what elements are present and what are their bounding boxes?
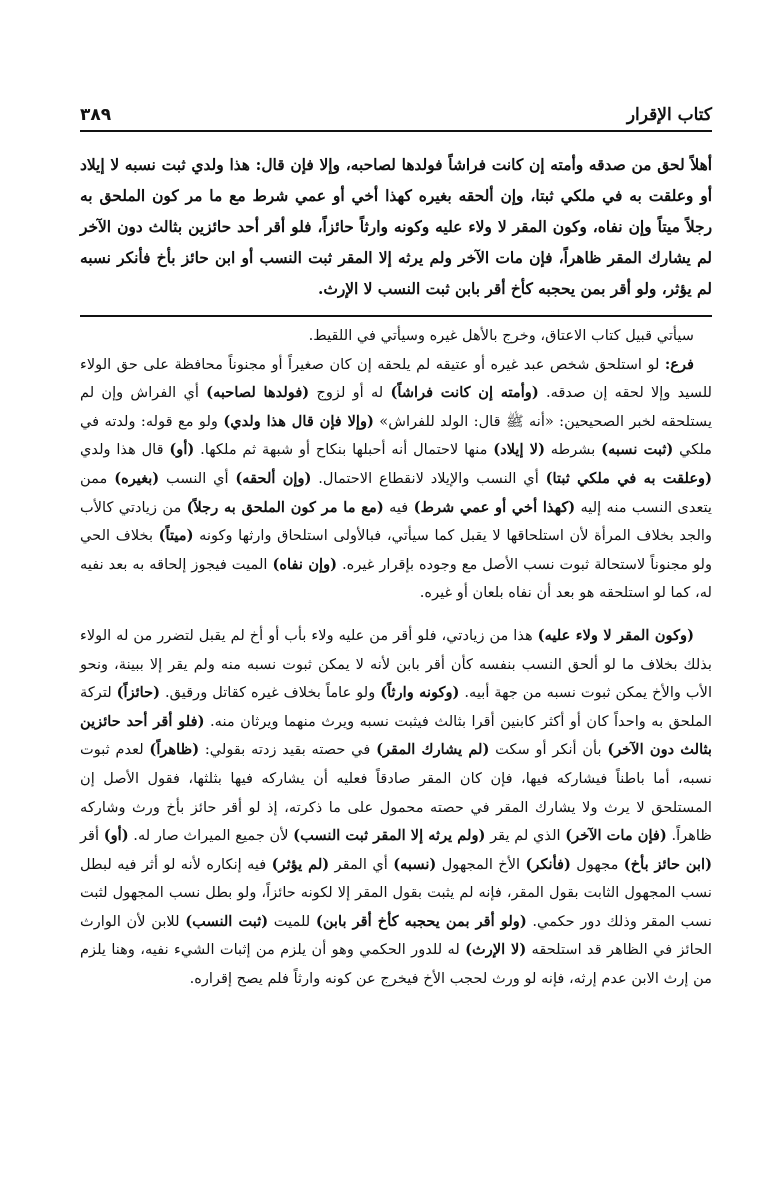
commentary-segment: سيأتي قبيل كتاب الاعتاق، وخرج بالأهل غيره وسيأتي في اللقيط. [308, 327, 694, 344]
quoted-matn: (لم يؤثر) [271, 855, 330, 873]
commentary-segment: بخلاف الحي ولو مجنوناً لاستحالة ثبوت نسب الأصل مع وجوده بإقرار غيره. [80, 527, 713, 573]
commentary-segment: في حصته بقيد زدته بقولي: [199, 741, 377, 759]
quoted-matn: (حائزاً) [116, 684, 161, 702]
commentary-segment: لعدم ثبوت نسبه، أما باطناً فيشاركه فيها، فإن كان المقر صادقاً فعليه أن يشاركه فيها بثلثها، فقول الأصل إن المستلحق لا يرث ولا يشارك المقر في حصته محمول على ما ذكرته، إذ لو أقر حائز بأخ ورث وشاركه ظاهراً. [80, 741, 712, 845]
quoted-matn: (وكونه وارثاً) [380, 684, 460, 702]
quoted-matn: (ثبت نسبه) [601, 441, 674, 459]
quoted-matn: (كهذا أخي أو عمي شرط) [413, 498, 576, 516]
commentary-segment: أي النسب [159, 469, 236, 487]
quoted-matn: (ظاهراً) [149, 741, 200, 759]
commentary-segment: هذا من زيادتي، فلو أقر من عليه ولاء بأب أو أخ لم يقبل لتضرر من له الولاء بذلك بخلاف ما لو ألحق النسب بنفسه كأن أقر بابن لأنه لا يمكن ثبوت نسبه منه ولم يقر إلا ببينة، ونحو الأب والأخ يمكن ثبوت نسبه من جهة أبيه. [80, 626, 713, 702]
quoted-matn: (وإن نفاه) [272, 555, 338, 573]
quoted-matn: (لا الإرث) [465, 941, 527, 959]
quoted-matn: (وإلا فإن قال هذا ولدي) [223, 412, 374, 430]
quoted-matn: (فأنكر) [525, 855, 571, 873]
commentary-segment: الأخ المجهول [436, 855, 526, 873]
commentary-segment: له أو لزوج [309, 384, 391, 402]
quoted-matn: (فإن مات الآخر) [565, 827, 667, 845]
quoted-matn: (أو) [103, 827, 129, 845]
commentary-segment: أي المقر [329, 855, 394, 873]
commentary-segment: ولو مع قوله: ولدته في ملكي [80, 412, 712, 459]
commentary-segment: بأن أنكر أو سكت [489, 741, 608, 759]
commentary-segment: الذي لم يقر [485, 827, 566, 845]
commentary-paragraph-1 [80, 322, 712, 351]
running-title: كتاب الإقرار [626, 105, 712, 125]
commentary-segment: لأن جميع الميراث صار له. [128, 827, 294, 845]
commentary-segment: الميت فيجوز إلحاقه به بعد نفيه له، كما لو استلحقه هو بعد أن نفاه بلعان أو غيره. [80, 555, 712, 602]
commentary-segment: منها لاحتمال أنه أحبلها بنكاح أو شبهة ثم ملكها. [194, 441, 494, 459]
commentary-segment: قال هذا ولدي [80, 441, 170, 459]
commentary-segment: أي الفراش وإن لم يستلحقه لخبر الصحيحين: «أنه ﷺ قال: الولد للفراش» [80, 384, 713, 430]
quoted-matn: (فلو أقر أحد حائزين بثالث دون الآخر) [80, 712, 712, 759]
quoted-matn: (وإن ألحقه) [235, 469, 312, 487]
quoted-matn: (ولم يرثه إلا المقر ثبت النسب) [293, 827, 486, 845]
quoted-matn: (ثبت النسب) [185, 912, 269, 930]
page-number: ٣٨٩ [80, 105, 112, 125]
branch-label: فرع: [664, 355, 694, 373]
quoted-matn: (نسبه) [393, 855, 437, 873]
commentary-segment: لو استلحق شخص عبد غيره أو عتيقه لم يلحقه إن كان صغيراً أو مجنوناً محافظة على حق الولاء للسيد وإلا لحقه إن صدقه. [80, 355, 712, 402]
commentary-segment: أي النسب والإيلاد لانقطاع الاحتمال. [311, 469, 546, 487]
commentary-paragraph-2 [80, 351, 712, 608]
commentary-segment: ممن يتعدى النسب منه إليه [80, 469, 712, 516]
page-header [80, 100, 712, 132]
quoted-matn: (فولدها لصاحبه) [206, 384, 310, 402]
quoted-matn: (وكون المقر لا ولاء عليه) [537, 626, 694, 644]
commentary-segment: له للدور الحكمي وهو أن يلزم من إثبات الشيء نفيه، وهنا يلزم من إرث الابن عدم إرثه، فإنه لو ورث لحجب الأخ فيخرج عن كونه وارثاً فلم يصح إقراره. [80, 941, 712, 988]
commentary-segment: ولو عاماً بخلاف غيره كقاتل ورقيق. [160, 684, 381, 702]
commentary-segment: فيه [383, 498, 414, 516]
commentary-segment: للابن لأن الوارث الحائز في الظاهر قد استلحقه [80, 912, 712, 959]
quoted-matn: (مع ما مر كون الملحق به رجلاً) [186, 498, 384, 516]
commentary-segment: أقر [80, 827, 104, 845]
footnote-separator [80, 315, 712, 317]
quoted-matn: (بغيره) [114, 469, 160, 487]
quoted-matn: (وعلقت به في ملكي ثبتا) [545, 469, 712, 487]
commentary-segment: فيه إنكاره لأنه لو أثر فيه لبطل نسب المجهول الثابت بقول المقر، فإنه لم يثبت بقول المقر إلا لكونه حائزاً، ولو بطل نسب المجهول لثبت نسب المقر وذلك دور حكمي. [80, 855, 712, 930]
commentary-segment: مجهول [570, 855, 624, 873]
quoted-matn: (ولو أقر بمن يحجبه كأخ أقر بابن) [315, 912, 527, 930]
quoted-matn: (لم يشارك المقر) [376, 741, 490, 759]
quoted-matn: (وأمته إن كانت فراشاً) [390, 384, 539, 402]
quoted-matn: (لا إيلاد) [493, 441, 545, 459]
commentary-segment: من زيادتي كالأب والجد بخلاف المرأة لأن استلحاقها لا يقبل كما سيأتي، فبالأولى استلحاق وارثها وكونه [80, 498, 712, 545]
commentary-segment: لتركة الملحق به واحداً كان أو أكثر كابنين أقرا بثالث فيثبت نسبه ويرث منهما ويرثان منه. [80, 684, 712, 730]
matn-text: أهلاً لحق من صدقه وأمته إن كانت فراشاً فولدها لصاحبه، وإلا فإن قال: هذا ولدي ثبت نسبه لا إيلاد أو وعلقت به في ملكي ثبتا، وإن ألحقه بغيره كهذا أخي أو عمي شرط مع ما مر كون الملحق به رجلاً ميتاً وإن نفاه، وكون المقر لا ولاء عليه وكونه وارثاً حائزاً، فلو أقر أحد حائزين بثالث دون الآخر لم يشارك المقر ظاهراً، فإن مات الآخر ولم يرثه إلا المقر ثبت النسب أو ابن حائز بأخ فأنكر نسبه لم يؤثر، ولو أقر بمن يحجبه كأخ أقر بابن ثبت النسب لا الإرث. [80, 156, 713, 298]
commentary-segment: بشرطه [545, 441, 602, 459]
commentary-paragraph-3 [80, 622, 712, 994]
commentary-segment: للميت [268, 912, 316, 930]
quoted-matn: (ميتاً) [158, 527, 194, 545]
quoted-matn: (أو) [169, 441, 195, 459]
quoted-matn: (ابن حائز بأخ) [623, 855, 712, 873]
commentary [80, 322, 712, 994]
